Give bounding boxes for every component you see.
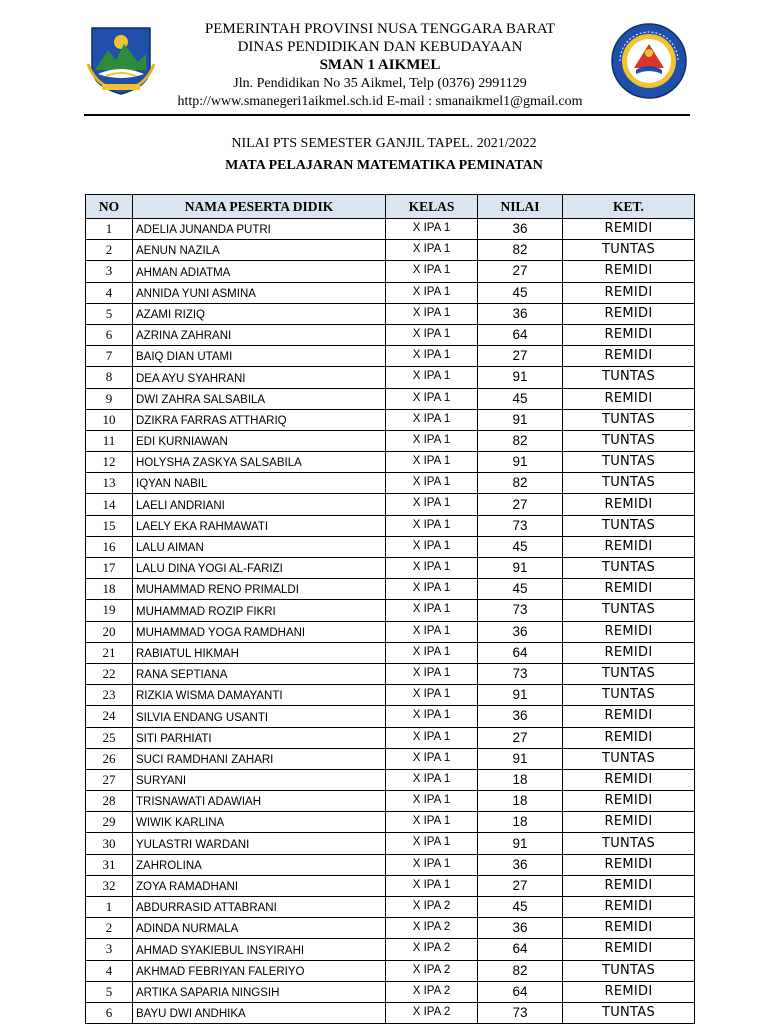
class-name: X IPA 1 bbox=[386, 812, 478, 833]
table-row bbox=[86, 346, 695, 367]
table-row bbox=[86, 388, 695, 409]
score: 45 bbox=[478, 897, 563, 918]
class-name: X IPA 1 bbox=[386, 261, 478, 282]
class-name: X IPA 1 bbox=[386, 558, 478, 579]
class-name: X IPA 1 bbox=[386, 875, 478, 896]
class-name: X IPA 1 bbox=[386, 791, 478, 812]
table-row bbox=[86, 663, 695, 684]
student-name: SITI PARHIATI bbox=[133, 727, 386, 748]
status: REMIDI bbox=[563, 346, 695, 367]
row-number: 26 bbox=[86, 748, 133, 769]
table-row bbox=[86, 240, 695, 261]
score: 82 bbox=[478, 430, 563, 451]
row-number: 6 bbox=[86, 324, 133, 345]
score: 91 bbox=[478, 748, 563, 769]
score: 64 bbox=[478, 939, 563, 960]
class-name: X IPA 1 bbox=[386, 219, 478, 240]
status: TUNTAS bbox=[563, 685, 695, 706]
score: 36 bbox=[478, 219, 563, 240]
class-name: X IPA 1 bbox=[386, 600, 478, 621]
class-name: X IPA 1 bbox=[386, 303, 478, 324]
class-name: X IPA 1 bbox=[386, 642, 478, 663]
student-name: AZAMI RIZIQ bbox=[133, 303, 386, 324]
row-number: 4 bbox=[86, 960, 133, 981]
row-number: 28 bbox=[86, 791, 133, 812]
row-number: 15 bbox=[86, 515, 133, 536]
class-name: X IPA 2 bbox=[386, 981, 478, 1002]
table-row bbox=[86, 536, 695, 557]
score: 18 bbox=[478, 812, 563, 833]
row-number: 3 bbox=[86, 261, 133, 282]
status: TUNTAS bbox=[563, 240, 695, 261]
status: TUNTAS bbox=[563, 833, 695, 854]
student-name: ADINDA NURMALA bbox=[133, 918, 386, 939]
student-name: ANNIDA YUNI ASMINA bbox=[133, 282, 386, 303]
student-name: MUHAMMAD ROZIP FIKRI bbox=[133, 600, 386, 621]
student-name: LALU DINA YOGI AL-FARIZI bbox=[133, 558, 386, 579]
status: TUNTAS bbox=[563, 515, 695, 536]
class-name: X IPA 1 bbox=[386, 324, 478, 345]
student-name: YULASTRI WARDANI bbox=[133, 833, 386, 854]
class-name: X IPA 1 bbox=[386, 282, 478, 303]
table-row bbox=[86, 897, 695, 918]
row-number: 9 bbox=[86, 388, 133, 409]
table-row bbox=[86, 727, 695, 748]
row-number: 2 bbox=[86, 240, 133, 261]
score: 64 bbox=[478, 642, 563, 663]
score: 64 bbox=[478, 981, 563, 1002]
score: 73 bbox=[478, 1002, 563, 1023]
class-name: X IPA 1 bbox=[386, 727, 478, 748]
class-name: X IPA 1 bbox=[386, 663, 478, 684]
score: 91 bbox=[478, 409, 563, 430]
class-name: X IPA 1 bbox=[386, 833, 478, 854]
student-name: DZIKRA FARRAS ATTHARIQ bbox=[133, 409, 386, 430]
table-row bbox=[86, 621, 695, 642]
status: TUNTAS bbox=[563, 473, 695, 494]
table-row bbox=[86, 558, 695, 579]
table-row bbox=[86, 769, 695, 790]
class-name: X IPA 2 bbox=[386, 918, 478, 939]
student-name: AHMAD SYAKIEBUL INSYIRAHI bbox=[133, 939, 386, 960]
student-name: EDI KURNIAWAN bbox=[133, 430, 386, 451]
row-number: 23 bbox=[86, 685, 133, 706]
status: REMIDI bbox=[563, 939, 695, 960]
student-name: LALU AIMAN bbox=[133, 536, 386, 557]
school-name: SMAN 1 AIKMEL bbox=[319, 57, 441, 73]
score: 82 bbox=[478, 960, 563, 981]
status: REMIDI bbox=[563, 261, 695, 282]
class-name: X IPA 1 bbox=[386, 240, 478, 261]
status: TUNTAS bbox=[563, 558, 695, 579]
student-name: AENUN NAZILA bbox=[133, 240, 386, 261]
table-row bbox=[86, 833, 695, 854]
score: 27 bbox=[478, 875, 563, 896]
column-header-no: NO bbox=[86, 195, 133, 219]
status: REMIDI bbox=[563, 875, 695, 896]
status: REMIDI bbox=[563, 494, 695, 515]
score: 45 bbox=[478, 536, 563, 557]
class-name: X IPA 1 bbox=[386, 748, 478, 769]
status: TUNTAS bbox=[563, 600, 695, 621]
status: REMIDI bbox=[563, 324, 695, 345]
table-row bbox=[86, 324, 695, 345]
row-number: 14 bbox=[86, 494, 133, 515]
class-name: X IPA 1 bbox=[386, 473, 478, 494]
table-row bbox=[86, 875, 695, 896]
student-name: WIWIK KARLINA bbox=[133, 812, 386, 833]
class-name: X IPA 1 bbox=[386, 452, 478, 473]
status: TUNTAS bbox=[563, 960, 695, 981]
row-number: 2 bbox=[86, 918, 133, 939]
class-name: X IPA 1 bbox=[386, 706, 478, 727]
class-name: X IPA 1 bbox=[386, 388, 478, 409]
score: 73 bbox=[478, 600, 563, 621]
student-name: RABIATUL HIKMAH bbox=[133, 642, 386, 663]
class-name: X IPA 1 bbox=[386, 685, 478, 706]
report-title: NILAI PTS SEMESTER GANJIL TAPEL. 2021/2022 bbox=[231, 136, 537, 151]
student-name: BAYU DWI ANDHIKA bbox=[133, 1002, 386, 1023]
status: TUNTAS bbox=[563, 748, 695, 769]
table-row bbox=[86, 303, 695, 324]
score: 27 bbox=[478, 346, 563, 367]
table-row bbox=[86, 515, 695, 536]
status: REMIDI bbox=[563, 388, 695, 409]
table-row bbox=[86, 918, 695, 939]
status: REMIDI bbox=[563, 769, 695, 790]
row-number: 13 bbox=[86, 473, 133, 494]
score: 91 bbox=[478, 452, 563, 473]
table-row bbox=[86, 367, 695, 388]
class-name: X IPA 2 bbox=[386, 939, 478, 960]
table-row bbox=[86, 981, 695, 1002]
row-number: 8 bbox=[86, 367, 133, 388]
row-number: 1 bbox=[86, 219, 133, 240]
column-header-nilai: NILAI bbox=[478, 195, 563, 219]
status: REMIDI bbox=[563, 897, 695, 918]
class-name: X IPA 1 bbox=[386, 494, 478, 515]
government-line: PEMERINTAH PROVINSI NUSA TENGGARA BARAT bbox=[204, 21, 556, 37]
student-name: ZOYA RAMADHANI bbox=[133, 875, 386, 896]
status: REMIDI bbox=[563, 981, 695, 1002]
row-number: 24 bbox=[86, 706, 133, 727]
table-header-row bbox=[86, 195, 695, 219]
table-row bbox=[86, 579, 695, 600]
address-line: Jln. Pendidikan No 35 Aikmel, Telp (0376) 2991129 bbox=[233, 76, 527, 91]
row-number: 1 bbox=[86, 897, 133, 918]
student-name: BAIQ DIAN UTAMI bbox=[133, 346, 386, 367]
class-name: X IPA 1 bbox=[386, 346, 478, 367]
status: TUNTAS bbox=[563, 367, 695, 388]
school-seal-icon bbox=[610, 22, 688, 100]
table-row bbox=[86, 706, 695, 727]
score: 82 bbox=[478, 473, 563, 494]
status: TUNTAS bbox=[563, 663, 695, 684]
score: 91 bbox=[478, 833, 563, 854]
score: 18 bbox=[478, 769, 563, 790]
status: REMIDI bbox=[563, 303, 695, 324]
score: 36 bbox=[478, 706, 563, 727]
row-number: 32 bbox=[86, 875, 133, 896]
subject-title: MATA PELAJARAN MATEMATIKA PEMINATAN bbox=[225, 158, 543, 173]
table-row bbox=[86, 430, 695, 451]
student-name: SURYANI bbox=[133, 769, 386, 790]
student-name: MUHAMMAD RENO PRIMALDI bbox=[133, 579, 386, 600]
class-name: X IPA 1 bbox=[386, 536, 478, 557]
row-number: 25 bbox=[86, 727, 133, 748]
student-name: LAELY EKA RAHMAWATI bbox=[133, 515, 386, 536]
row-number: 11 bbox=[86, 430, 133, 451]
table-row bbox=[86, 219, 695, 240]
status: REMIDI bbox=[563, 854, 695, 875]
letterhead bbox=[0, 0, 768, 120]
student-name: TRISNAWATI ADAWIAH bbox=[133, 791, 386, 812]
score: 91 bbox=[478, 685, 563, 706]
status: TUNTAS bbox=[563, 430, 695, 451]
table-row bbox=[86, 494, 695, 515]
row-number: 31 bbox=[86, 854, 133, 875]
class-name: X IPA 1 bbox=[386, 430, 478, 451]
score: 36 bbox=[478, 854, 563, 875]
class-name: X IPA 2 bbox=[386, 960, 478, 981]
table-row bbox=[86, 600, 695, 621]
table-row bbox=[86, 939, 695, 960]
status: REMIDI bbox=[563, 791, 695, 812]
row-number: 12 bbox=[86, 452, 133, 473]
score: 18 bbox=[478, 791, 563, 812]
row-number: 4 bbox=[86, 282, 133, 303]
row-number: 16 bbox=[86, 536, 133, 557]
score: 27 bbox=[478, 261, 563, 282]
student-name: AZRINA ZAHRANI bbox=[133, 324, 386, 345]
row-number: 22 bbox=[86, 663, 133, 684]
class-name: X IPA 1 bbox=[386, 621, 478, 642]
status: REMIDI bbox=[563, 621, 695, 642]
status: REMIDI bbox=[563, 642, 695, 663]
table-row bbox=[86, 854, 695, 875]
status: REMIDI bbox=[563, 918, 695, 939]
table-row bbox=[86, 685, 695, 706]
row-number: 5 bbox=[86, 303, 133, 324]
table-row bbox=[86, 409, 695, 430]
status: REMIDI bbox=[563, 219, 695, 240]
score: 27 bbox=[478, 494, 563, 515]
table-row bbox=[86, 642, 695, 663]
score: 82 bbox=[478, 240, 563, 261]
status: TUNTAS bbox=[563, 409, 695, 430]
row-number: 21 bbox=[86, 642, 133, 663]
score: 73 bbox=[478, 515, 563, 536]
row-number: 29 bbox=[86, 812, 133, 833]
table-row bbox=[86, 261, 695, 282]
row-number: 18 bbox=[86, 579, 133, 600]
class-name: X IPA 2 bbox=[386, 897, 478, 918]
table-row bbox=[86, 748, 695, 769]
column-header-ket: KET. bbox=[563, 195, 695, 219]
student-name: SUCI RAMDHANI ZAHARI bbox=[133, 748, 386, 769]
grades-table bbox=[85, 194, 695, 1024]
status: REMIDI bbox=[563, 727, 695, 748]
class-name: X IPA 1 bbox=[386, 769, 478, 790]
score: 36 bbox=[478, 621, 563, 642]
student-name: ZAHROLINA bbox=[133, 854, 386, 875]
status: REMIDI bbox=[563, 579, 695, 600]
row-number: 19 bbox=[86, 600, 133, 621]
score: 45 bbox=[478, 579, 563, 600]
row-number: 10 bbox=[86, 409, 133, 430]
status: REMIDI bbox=[563, 812, 695, 833]
table-row bbox=[86, 452, 695, 473]
row-number: 27 bbox=[86, 769, 133, 790]
web-email-line: http://www.smanegeri1aikmel.sch.id E-mail : smanaikmel1@gmail.com bbox=[177, 94, 583, 109]
department-line: DINAS PENDIDIKAN DAN KEBUDAYAAN bbox=[237, 39, 523, 55]
student-name: ADELIA JUNANDA PUTRI bbox=[133, 219, 386, 240]
table-row bbox=[86, 473, 695, 494]
score: 36 bbox=[478, 918, 563, 939]
status: TUNTAS bbox=[563, 452, 695, 473]
row-number: 20 bbox=[86, 621, 133, 642]
student-name: DEA AYU SYAHRANI bbox=[133, 367, 386, 388]
score: 36 bbox=[478, 303, 563, 324]
status: REMIDI bbox=[563, 282, 695, 303]
column-header-nama: NAMA PESERTA DIDIK bbox=[133, 195, 386, 219]
student-name: MUHAMMAD YOGA RAMDHANI bbox=[133, 621, 386, 642]
student-name: RIZKIA WISMA DAMAYANTI bbox=[133, 685, 386, 706]
score: 27 bbox=[478, 727, 563, 748]
student-name: ARTIKA SAPARIA NINGSIH bbox=[133, 981, 386, 1002]
provincial-crest-icon bbox=[86, 24, 156, 96]
score: 45 bbox=[478, 388, 563, 409]
row-number: 30 bbox=[86, 833, 133, 854]
row-number: 17 bbox=[86, 558, 133, 579]
row-number: 6 bbox=[86, 1002, 133, 1023]
row-number: 3 bbox=[86, 939, 133, 960]
class-name: X IPA 1 bbox=[386, 579, 478, 600]
status: REMIDI bbox=[563, 706, 695, 727]
class-name: X IPA 1 bbox=[386, 367, 478, 388]
column-header-kelas: KELAS bbox=[386, 195, 478, 219]
student-name: AKHMAD FEBRIYAN FALERIYO bbox=[133, 960, 386, 981]
student-name: ABDURRASID ATTABRANI bbox=[133, 897, 386, 918]
student-name: HOLYSHA ZASKYA SALSABILA bbox=[133, 452, 386, 473]
header-divider bbox=[84, 114, 690, 116]
score: 91 bbox=[478, 367, 563, 388]
class-name: X IPA 2 bbox=[386, 1002, 478, 1023]
student-name: AHMAN ADIATMA bbox=[133, 261, 386, 282]
class-name: X IPA 1 bbox=[386, 854, 478, 875]
class-name: X IPA 1 bbox=[386, 409, 478, 430]
score: 64 bbox=[478, 324, 563, 345]
status: REMIDI bbox=[563, 536, 695, 557]
table-row bbox=[86, 1002, 695, 1023]
table-row bbox=[86, 791, 695, 812]
table-row bbox=[86, 812, 695, 833]
student-name: SILVIA ENDANG USANTI bbox=[133, 706, 386, 727]
row-number: 5 bbox=[86, 981, 133, 1002]
status: TUNTAS bbox=[563, 1002, 695, 1023]
student-name: IQYAN NABIL bbox=[133, 473, 386, 494]
score: 91 bbox=[478, 558, 563, 579]
score: 73 bbox=[478, 663, 563, 684]
student-name: LAELI ANDRIANI bbox=[133, 494, 386, 515]
student-name: RANA SEPTIANA bbox=[133, 663, 386, 684]
row-number: 7 bbox=[86, 346, 133, 367]
score: 45 bbox=[478, 282, 563, 303]
class-name: X IPA 1 bbox=[386, 515, 478, 536]
table-row bbox=[86, 960, 695, 981]
student-name: DWI ZAHRA SALSABILA bbox=[133, 388, 386, 409]
table-row bbox=[86, 282, 695, 303]
